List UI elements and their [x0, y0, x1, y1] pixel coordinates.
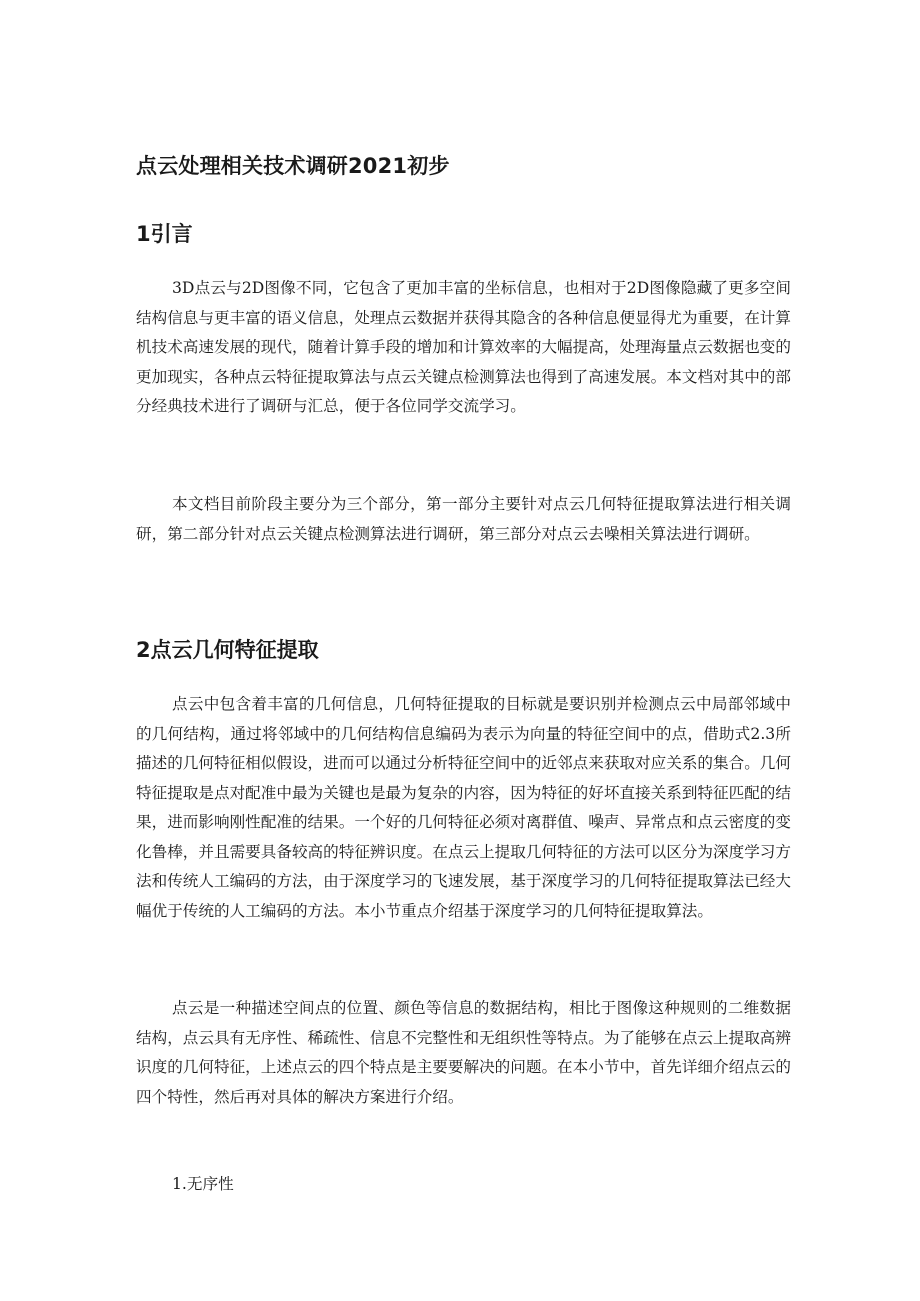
document-title: 点云处理相关技术调研2021初步 — [136, 154, 450, 178]
paragraph: 本文档目前阶段主要分为三个部分，第一部分主要针对点云几何特征提取算法进行相关调研，第二部分针对点云关键点检测算法进行调研，第三部分对点云去噪相关算法进行调研。 — [136, 495, 791, 543]
section-heading-introduction: 1引言 — [136, 222, 193, 246]
section-heading-geometric-feature-extraction: 2点云几何特征提取 — [136, 638, 319, 662]
list-item: 1.无序性 — [172, 1175, 234, 1193]
paragraph: 点云中包含着丰富的几何信息，几何特征提取的目标就是要识别并检测点云中局部邻域中的几何结构，通过将邻域中的几何结构信息编码为表示为向量的特征空间中的点，借助式2.3所描述的几何特征相似假设，进而可以通过分析特征空间中的近邻点来获取对应关系的集合。几何特征提取是点对配准中最为关键也是最为复杂的内容，因为特征的好坏直接关系到特征匹配的结果，进而影响刚性配准的结果。一个好的几何特征必须对离群值、噪声、异常点和点云密度的变化鲁棒，并且需要具备较高的特征辨识度。在点云上提取几何特征的方法可以区分为深度学习方法和传统人工编码的方法，由于深度学习的飞速发展，基于深度学习的几何特征提取算法已经大幅优于传统的人工编码的方法。本小节重点介绍基于深度学习的几何特征提取算法。 — [136, 695, 791, 920]
paragraph: 3D点云与2D图像不同，它包含了更加丰富的坐标信息，也相对于2D图像隐藏了更多空间结构信息与更丰富的语义信息，处理点云数据并获得其隐含的各种信息便显得尤为重要，在计算机技术高速发展的现代，随着计算手段的增加和计算效率的大幅提高，处理海量点云数据也变的更加现实，各种点云特征提取算法与点云关键点检测算法也得到了高速发展。本文档对其中的部分经典技术进行了调研与汇总，便于各位同学交流学习。 — [136, 279, 791, 415]
paragraph: 点云是一种描述空间点的位置、颜色等信息的数据结构，相比于图像这种规则的二维数据结构，点云具有无序性、稀疏性、信息不完整性和无组织性等特点。为了能够在点云上提取高辨识度的几何特征，上述点云的四个特点是主要要解决的问题。在本小节中，首先详细介绍点云的四个特性，然后再对具体的解决方案进行介绍。 — [136, 999, 791, 1106]
